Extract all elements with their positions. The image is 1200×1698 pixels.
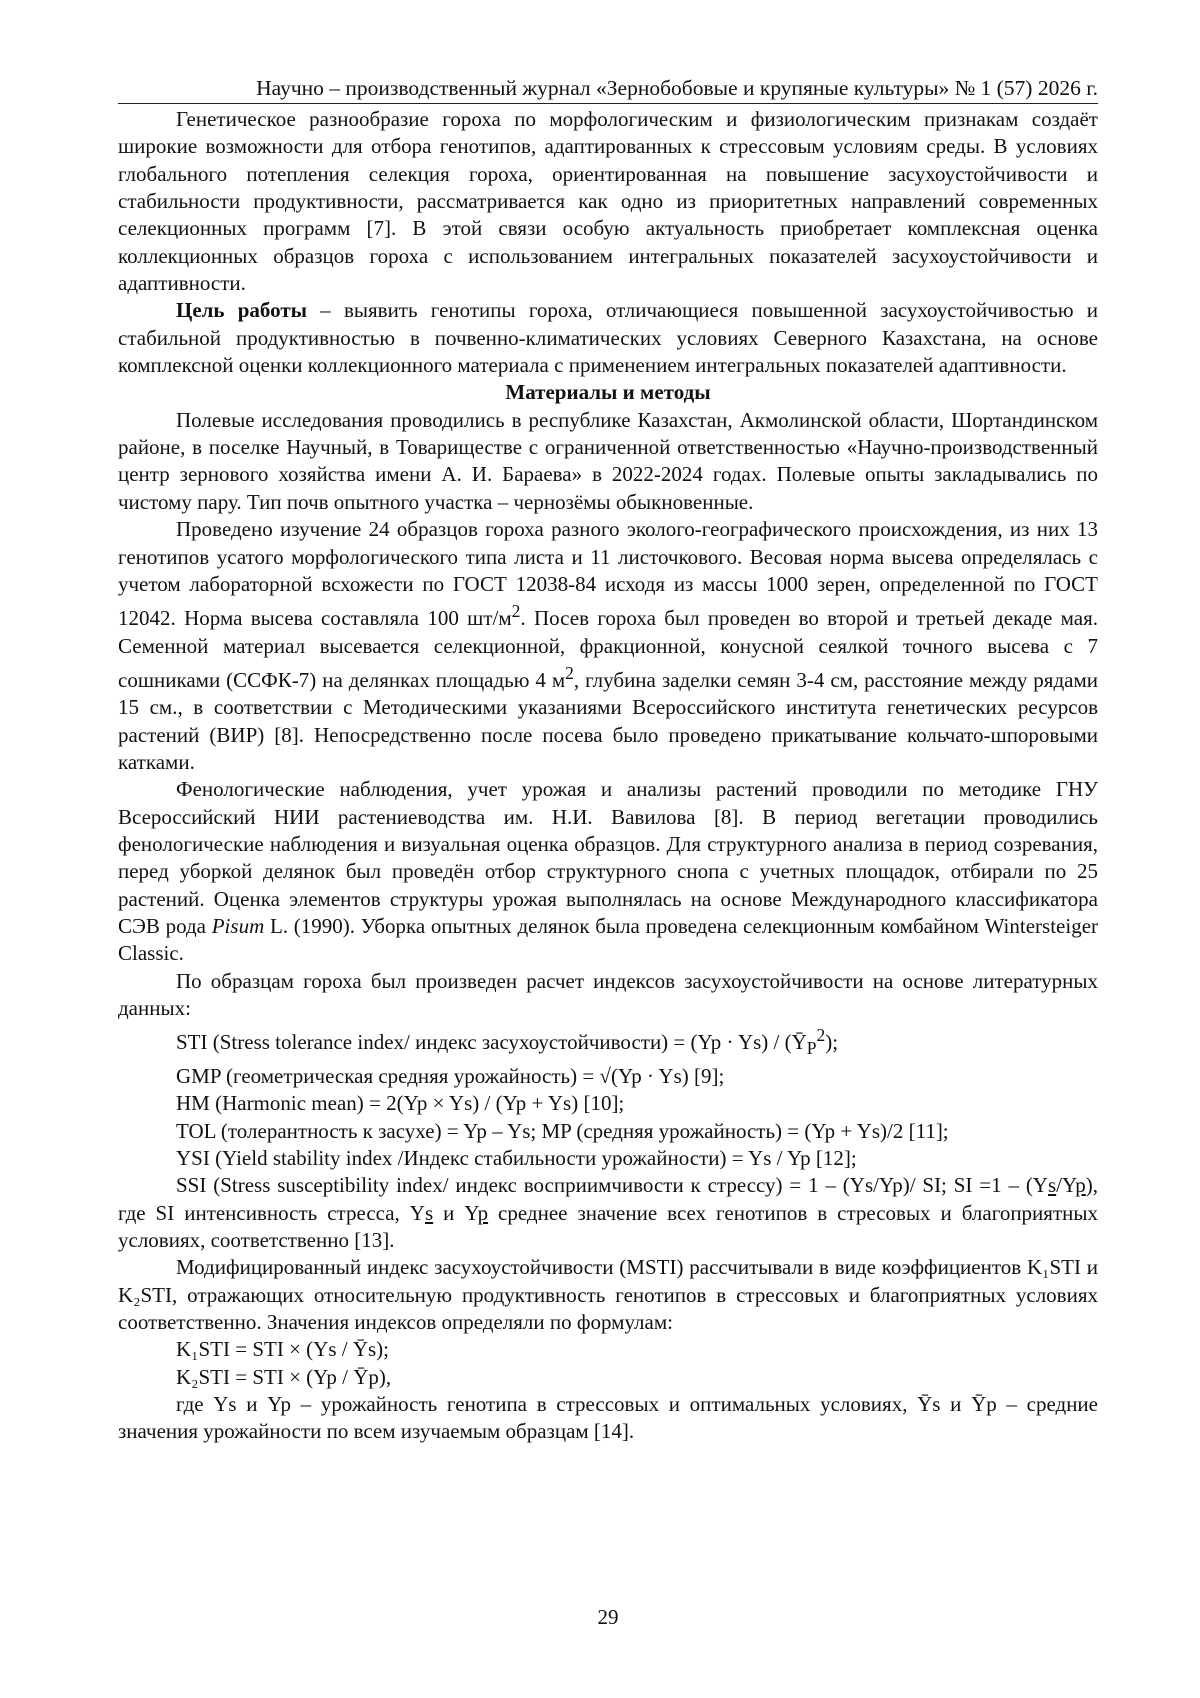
goal-text: – выявить генотипы гороха, отличающиеся повышенной засухоустойчивостью и стабильной продуктивностью в почвенно-климатических условиях Северного Казахстана, на основе комплексной оценки коллекционного материала с применением интегральных показателей адаптивности. — [118, 298, 1098, 378]
article-body — [118, 106, 1098, 1446]
intro-paragraph: Генетическое разнообразие гороха по морфологическим и физиологическим признакам создаёт широкие возможности для отбора генотипов, адаптированных к стрессовым условиям среды. В условиях глобального потепления селекция гороха, ориентированная на повышение засухоустойчивости и стабильности продуктивности, рассматривается как одно из приоритетных направлений современных селекционных программ [7]. В этой связи особую актуальность приобретает комплексная оценка коллекционных образцов гороха с использованием интегральных показателей засухоустойчивости и адаптивности. — [118, 107, 1098, 296]
formula-k2sti: K₂STI = STI × (Yp / Ȳp), — [176, 1364, 392, 1389]
msti-paragraph: Модифицированный индекс засухоустойчивости (MSTI) рассчитывали в виде коэффициентов K₁STI и K₂STI, отражающих относительную продуктивность генотипов в стрессовых и благоприятных условиях соответственно. Значения индексов определяли по формулам: — [118, 1255, 1098, 1334]
formula-sti-end: ); — [825, 1030, 839, 1055]
superscript: 2 — [565, 662, 574, 683]
methods-p2-text-a: Проведено изучение 24 образцов гороха разного эколого-географического происхождения, из них 13 генотипов усатого морфологического типа листа и 11 листочкового. Весовая норма высева определялась с учетом лабораторной всхожести по ГОСТ 12038-84 исходя из массы 1000 зерен, определенной по ГОСТ 12042. Норма высева составляла 100 шт/м — [118, 517, 1098, 631]
formula-ssi-text-d: и Y — [433, 1200, 478, 1225]
page-number: 29 — [597, 1605, 619, 1629]
underlined-index: p — [1075, 1173, 1086, 1198]
formula-ssi — [118, 1172, 1098, 1254]
goal-paragraph — [118, 297, 1098, 379]
methods-p3-text-a: Фенологические наблюдения, учет урожая и анализы растений проводили по методике ГНУ Всероссийский НИИ растениеводства им. Н.И. Вавилова [8]. В период вегетации проводились фенологические наблюдения и визуальная оценка образцов. Для структурного анализа в период созревания, перед уборкой делянок был проведён отбор структурного снопа с учетных площадок, отбирали по 25 растений. Оценка элементов структуры урожая выполнялась на основе Международного классификатора СЭВ рода — [118, 777, 1098, 938]
methods-paragraph-2 — [118, 516, 1098, 776]
methods-paragraph-1: Полевые исследования проводились в республике Казахстан, Акмолинской области, Шортандинском районе, в поселке Научный, в Товариществе с ограниченной ответственностью «Научно-производственный центр зернового хозяйства имени А. И. Бараева» в 2022-2024 годах. Полевые опыты закладывались по чистому пару. Тип почв опытного участка – чернозёмы обыкновенные. — [118, 407, 1098, 514]
superscript: 2 — [816, 1025, 826, 1046]
msti-definitions-paragraph: где Ys и Yp – урожайность генотипа в стрессовых и оптимальных условиях, Ȳs и Ȳp – средние значения урожайности по всем изучаемым образцам [14]. — [118, 1392, 1098, 1444]
superscript: 2 — [511, 601, 521, 622]
formula-ysi: YSI (Yield stability index /Индекс стабильности урожайности) = Ys / Yp [12]; — [176, 1145, 857, 1170]
goal-label: Цель работы — [176, 298, 308, 323]
genus-name: Pisum — [211, 913, 265, 938]
formula-ssi-text-c: ), где SI интенсивность стресса, Y — [118, 1173, 1098, 1225]
running-header: Научно – производственный журнал «Зернобобовые и крупяные культуры» № 1 (57) 2026 г. — [118, 74, 1098, 104]
section-heading-methods: Материалы и методы — [505, 380, 711, 405]
methods-paragraph-4: По образцам гороха был произведен расчет индексов засухоустойчивости на основе литературных данных: — [118, 968, 1098, 1020]
formula-hm: HM (Harmonic mean) = 2(Yp × Ys) / (Yp + Ys) [10]; — [176, 1091, 625, 1116]
formula-ssi-text-b: /Y — [1056, 1173, 1076, 1198]
subscript: P — [806, 1038, 817, 1059]
underlined-index: s — [424, 1200, 434, 1225]
methods-p3-text-b: L. (1990). Уборка опытных делянок была проведена селекционным комбайном Wintersteiger Classic. — [118, 913, 1099, 966]
formula-sti — [118, 1022, 1098, 1063]
formula-tol: TOL (толерантность к засухе) = Yp – Ys; MP (средняя урожайность) = (Yp + Ys)/2 [11]; — [176, 1118, 949, 1143]
formula-k1sti: K₁STI = STI × (Ys / Ȳs); — [176, 1337, 390, 1362]
formula-sti-text: STI (Stress tolerance index/ индекс засухоустойчивости) = (Yp · Ys) / (Ȳ — [176, 1030, 807, 1055]
formula-ssi-text-e: среднее значение всех генотипов в стресовых и благоприятных условиях, соответственно [13]. — [118, 1200, 1098, 1252]
methods-p2-text-c: , глубина заделки семян 3-4 см, расстояние между рядами 15 см., в соответствии с Методическими указаниями Всероссийского института генетических ресурсов растений (ВИР) [8]. Непосредственно после посева было проведено прикатывание кольчато-шпоровыми катками. — [118, 667, 1098, 774]
formula-ssi-text-a: SSI (Stress susceptibility index/ индекс восприимчивости к стрессу) = 1 – (Ys/Yp)/ SI; SI =1 – (Y — [176, 1173, 1048, 1198]
methods-paragraph-3 — [118, 776, 1098, 967]
underlined-index: p — [477, 1200, 489, 1225]
formula-gmp: GMP (геометрическая средняя урожайность) = √(Yp · Ys) [9]; — [176, 1063, 725, 1088]
underlined-index: s — [1047, 1173, 1057, 1198]
methods-p2-text-b: . Посев гороха был проведен во второй и третьей декаде мая. Семенной материал высевается селекционной, фракционной, конусной сеялкой точного высева с 7 сошниками (ССФК-7) на делянках площадью 4 м — [118, 606, 1098, 692]
